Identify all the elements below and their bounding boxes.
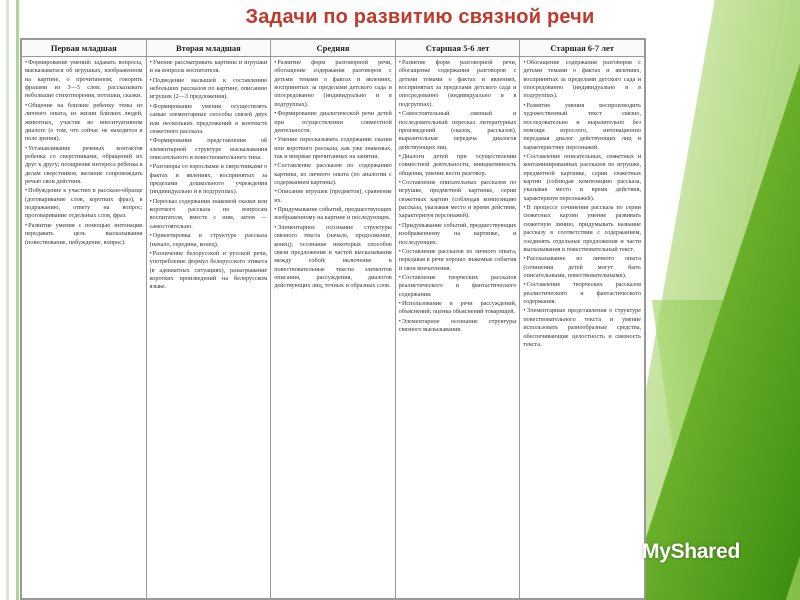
task-item: • Рассказывание из личного опыта (сочинения детей могут быть описательными, повествовательными). bbox=[523, 255, 641, 280]
task-item: • Составление описательных, сюжетных и контаминированных рассказов по игрушке, предметной картинке, серии сюжетных картин (соблюдая композицию рассказа, указывая место и время действия, характеризуя персонажей). bbox=[523, 153, 641, 203]
header-first-junior: Первая младшая bbox=[22, 40, 147, 57]
myshared-watermark bbox=[618, 540, 740, 564]
header-senior-6-7: Старшая 6-7 лет bbox=[520, 40, 645, 57]
right-green-decoration bbox=[640, 0, 800, 600]
task-item: • Диалоги детей при осуществлении совместной деятельности, инициативность общения, умение вести разговор. bbox=[399, 153, 517, 178]
task-item: • Побуждение к участию в рассказе-образце (договаривание слов, коротких фраз), к подражанию, ответу на вопрос; проговаривание отдельных слов, фраз. bbox=[25, 187, 143, 220]
task-item: • Подведение малышей к составлению небольших рассказов по картине, описанию игрушек (2—3 предложения). bbox=[150, 77, 268, 102]
task-item: • Составление творческих рассказов реалистического и фантастического содержания. bbox=[399, 274, 517, 299]
task-item: • Развитие умения воспроизводить художественный текст связно, последовательно и выразительно без помощи взрослого, интонационно передавая диалог действующих лиц и характеристику персонажей. bbox=[523, 102, 641, 152]
task-item: • Различение белорусской и русской речи, употребление формул белорусского этикета (в адекватных ситуациях), разыгрывание коротких произведений на белорусском языке. bbox=[150, 250, 268, 292]
task-item: • Формирование умения осуществлять самые элементарные способы связей двух или нескольких предложений в контексте сюжетного рассказа. bbox=[150, 103, 268, 136]
task-item: • Элементарные представления о структуре повествовательного текста и умение использовать разнообразные средства, обеспечивающие целостность и связность текста. bbox=[523, 307, 641, 349]
table-row bbox=[22, 57, 645, 599]
task-item: • Составление описательных рассказов по игрушке, предметной картинке, серии сюжетных картин (соблюдая композицию рассказа, указывая место и время действия, характеризуя персонажей). bbox=[399, 179, 517, 221]
task-item: • Придумывание событий, предшествующих изображенному на картине и последующих. bbox=[274, 206, 392, 223]
cell-second-junior bbox=[146, 57, 271, 599]
cell-middle bbox=[271, 57, 396, 599]
task-item: • Формирование представления об элементарной структуре высказывания описательного и повествовательного типа. bbox=[150, 137, 268, 162]
task-item: • В процессе сочинения рассказа по серии сюжетных картин умение развивать сюжетную линию, придумывать название рассказу в соответствии с содержанием, соединять отдельные предложения и части высказывания в повествовательный текст. bbox=[523, 204, 641, 254]
task-item: • Умение рассматривать картины и игрушки и на вопросы воспитателя. bbox=[150, 59, 268, 76]
task-item: • Развитие форм разговорной речи, обогащение содержания разговоров с детьми темами о фактах и явлениях, воспринятых за пределами детского сада и опосредованно (индивидуально и в подгруппах). bbox=[399, 59, 517, 109]
header-second-junior: Вторая младшая bbox=[146, 40, 271, 57]
tasks-table-container bbox=[20, 38, 646, 600]
watermark-text: MyShared bbox=[642, 540, 740, 563]
header-middle: Средняя bbox=[271, 40, 396, 57]
task-item: • Составление рассказов из личного опыта, передавая в речи хорошо знакомые события и свои впечатления. bbox=[399, 248, 517, 273]
task-item: • Составление рассказов по содержанию картины, из личного опыта (по аналогии с содержанием картины). bbox=[274, 162, 392, 187]
task-item: • Придумывание событий, предшествующих изображенному на картинке, и последующих. bbox=[399, 222, 517, 247]
header-senior-5-6: Старшая 5-6 лет bbox=[395, 40, 520, 57]
task-item: • Самостоятельный связный и последовательный пересказ литературных произведений (сказок, рассказов), выразительная передача диалогов действующих лиц. bbox=[399, 110, 517, 152]
task-item: • Элементарное осознание структуры связного текста (начало, продолжение, конец); осознание некоторых способов связи предложения и частей высказывания между собой; включение в повествовательные тексты элементов описания, рассуждения, диалогов действующих лиц, точных и образных слов. bbox=[274, 224, 392, 291]
task-item: • Ориентировка в структуре рассказа (начало, середина, конец). bbox=[150, 232, 268, 249]
task-item: • Использование в речи рассуждений, объяснений; оценка объяснений товарищей. bbox=[399, 300, 517, 317]
task-item: • Устанавливание речевых контактов ребенка со сверстниками, обращений их друг к другу; поощрение интереса ребенка к делам сверстников, желание сопровождать речью свои действия. bbox=[25, 145, 143, 187]
cell-senior-5-6 bbox=[395, 57, 520, 599]
task-item: • Формирование умений: задавать вопросы, высказываться об игрушках, изображенном на картине, о прочитанном; говорить фразами из 3—5 слов; рассказывать небольшие стихотворения, потешки, сказки. bbox=[25, 59, 143, 101]
task-item: • Умение пересказывать содержание сказки или короткого рассказа, как уже знакомых, так и впервые прочитанных на занятии. bbox=[274, 136, 392, 161]
task-item: • Развитие умения с помощью интонации передавать цель высказывания (повествование, побуждение, вопрос). bbox=[25, 222, 143, 247]
task-item: • Формирование диалогической речи детей при осуществлении совместной деятельности. bbox=[274, 110, 392, 135]
table-header-row bbox=[22, 40, 645, 57]
task-item: • Развитие форм разговорной речи, обогащение содержания разговоров с детьми темами о фактах и явлениях, воспринятых за пределами детского сада и опосредованно (индивидуально и в подгруппах). bbox=[274, 59, 392, 109]
slide-title: Задачи по развитию связной речи bbox=[245, 6, 595, 28]
myshared-logo-icon bbox=[618, 542, 638, 562]
cell-senior-6-7 bbox=[520, 57, 645, 599]
speech-development-tasks-table bbox=[21, 39, 645, 599]
task-item: • Элементарное осознание структуры связного высказывания. bbox=[399, 318, 517, 335]
task-item: • Обогащение содержания разговоров с детьми темами о фактах и явлениях, воспринятых за пределами детского сада и опосредованно (индивидуально и в подгруппах). bbox=[523, 59, 641, 101]
task-item: • Составление творческих рассказов реалистического и фантастического содержания. bbox=[523, 281, 641, 306]
cell-first-junior bbox=[22, 57, 147, 599]
task-item: • Общение на близкие ребенку темы из личного опыта, из жизни близких людей, животных, участие во внеситуативном диалоге (о том, что сейчас не находится в поле зрения). bbox=[25, 102, 143, 144]
task-item: • Пересказ содержания знакомой сказки или короткого рассказа по вопросам воспитателя, вместе с ним, затем — самостоятельно. bbox=[150, 198, 268, 231]
task-item: • Описание игрушек (предметов), сравнение их. bbox=[274, 188, 392, 205]
task-item: • Разговоры со взрослыми и сверстниками о фактах и явлениях, воспринятых за пределами дошкольного учреждения (индивидуально и в подгруппах). bbox=[150, 163, 268, 196]
